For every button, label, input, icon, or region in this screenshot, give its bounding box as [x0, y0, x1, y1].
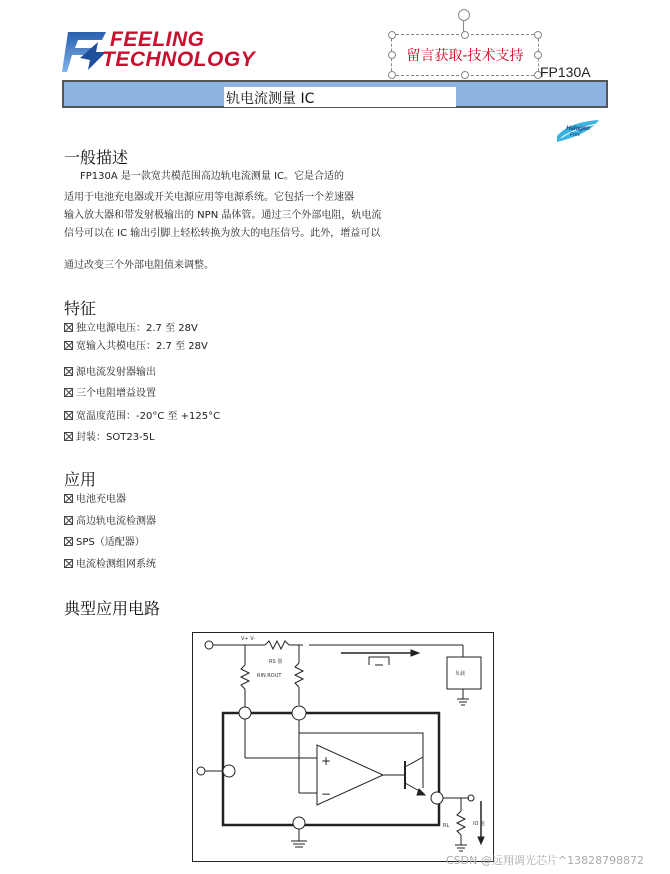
- rotation-handle[interactable]: [458, 9, 470, 21]
- application-item: 电流检测组网系统: [64, 555, 156, 570]
- section-heading-applications: 应用: [64, 470, 97, 489]
- description-line-2: 适用于电池充电器或开关电源应用等电源系统。它包括一个差速器: [64, 192, 354, 203]
- checkbox-icon: [64, 367, 73, 376]
- feature-item: 宽温度范围：-20°C 至 +125°C: [64, 407, 220, 422]
- company-logo: [62, 28, 262, 76]
- description-line-3: 输入放大器和带发射极输出的 NPN 晶体管。通过三个外部电阻，轨电流: [64, 210, 382, 221]
- resize-handle-top-left[interactable]: [388, 31, 396, 39]
- checkbox-icon: [64, 559, 73, 568]
- logo-text-technology: TECHNOLOGY: [102, 48, 256, 71]
- checkbox-icon: [64, 341, 73, 350]
- label-iout: IO 电: [473, 821, 485, 827]
- resize-handle-top[interactable]: [461, 31, 469, 39]
- badge-text-free: Free: [569, 132, 581, 138]
- opamp-minus-sign: −: [321, 787, 332, 801]
- resize-handle-right[interactable]: [534, 51, 542, 59]
- application-item: 电池充电器: [64, 490, 126, 505]
- resize-handle-bottom-left[interactable]: [388, 71, 396, 79]
- label-load: 负载: [455, 671, 466, 677]
- circuit-schematic: [193, 633, 493, 861]
- section-heading-description: 一般描述: [64, 148, 129, 167]
- comment-text-box[interactable]: [391, 34, 539, 76]
- halogen-free-badge: [555, 118, 601, 144]
- feature-item: 源电流发射器输出: [64, 363, 156, 378]
- label-rin-rout: RIN ROUT: [257, 673, 282, 679]
- checkbox-icon: [64, 537, 73, 546]
- checkbox-icon: [64, 411, 73, 420]
- checkbox-icon: [64, 323, 73, 332]
- label-rs: RS 器: [269, 659, 283, 665]
- feature-item: 独立电源电压：2.7 至 28V: [64, 319, 198, 334]
- application-item: 高边轨电流检测器: [64, 512, 156, 527]
- title-box: [224, 87, 456, 107]
- feature-item: 宽输入共模电压：2.7 至 28V: [64, 337, 208, 352]
- resize-handle-bottom[interactable]: [461, 71, 469, 79]
- resize-handle-top-right[interactable]: [534, 31, 542, 39]
- logo-text-feeling: FEELING: [110, 28, 205, 51]
- checkbox-icon: [64, 432, 73, 441]
- application-circuit-diagram: [192, 632, 494, 862]
- section-heading-circuit: 典型应用电路: [64, 599, 161, 618]
- section-heading-features: 特征: [64, 299, 97, 318]
- checkbox-icon: [64, 494, 73, 503]
- label-rl: RL: [443, 823, 450, 829]
- csdn-watermark: CSDN @远翔调光芯片^13828798872: [446, 854, 645, 867]
- description-line-5: 通过改变三个外部电阻值来调整。: [64, 260, 214, 271]
- title-bar: [62, 80, 608, 108]
- document-title: 轨电流测量 IC: [226, 91, 315, 107]
- description-line-4: 信号可以在 IC 输出引脚上轻松转换为放大的电压信号。此外，增益可以: [64, 228, 381, 239]
- description-line-1: FP130A 是一款宽共模范围高边轨电流测量 IC。它是合适的: [80, 171, 344, 182]
- opamp-plus-sign: +: [321, 754, 332, 768]
- comment-text: 留言获取-技术支持: [406, 48, 524, 64]
- badge-text-halogen: Halogen: [566, 126, 590, 132]
- resize-handle-left[interactable]: [388, 51, 396, 59]
- checkbox-icon: [64, 516, 73, 525]
- application-item: SPS（适配器）: [64, 533, 145, 548]
- label-supply: V+ V-: [241, 636, 256, 642]
- part-number: FP130A: [540, 64, 591, 80]
- checkbox-icon: [64, 388, 73, 397]
- feature-item: 三个电阻增益设置: [64, 384, 156, 399]
- feature-item: 封装：SOT23-5L: [64, 428, 155, 443]
